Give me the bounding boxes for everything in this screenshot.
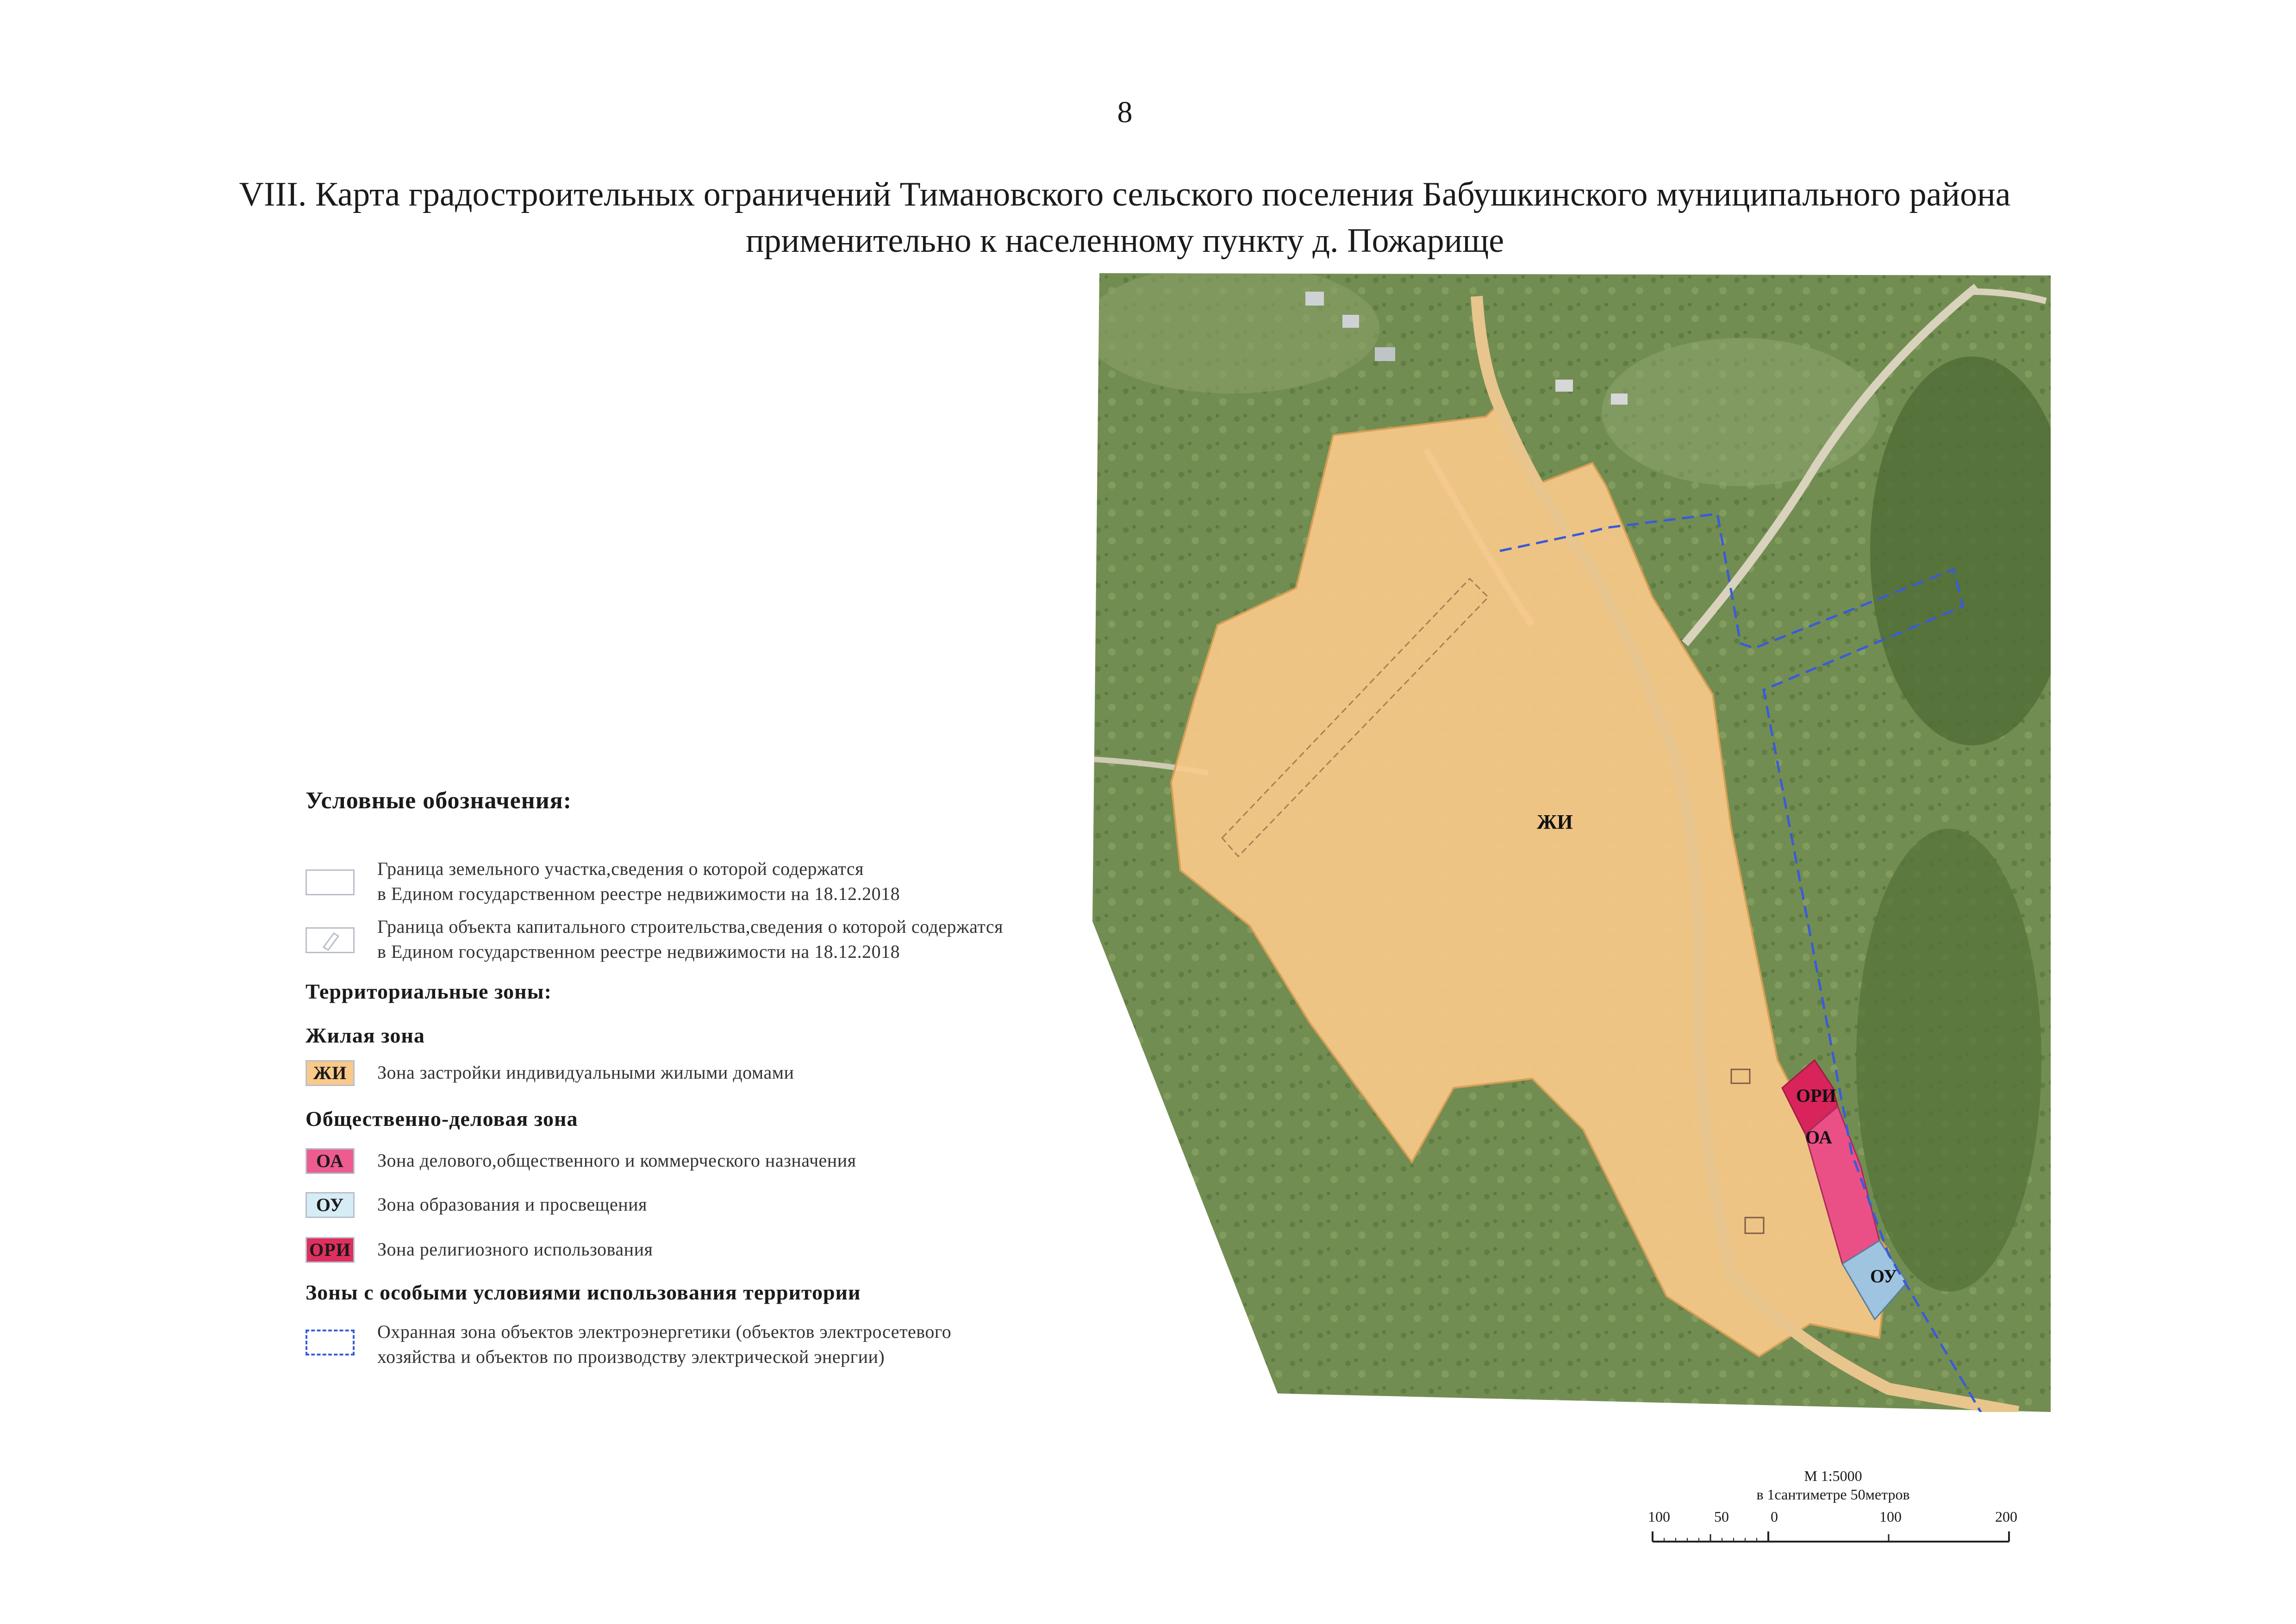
legend-land-plot-line2: в Едином государственном реестре недвижимости на 18.12.2018 xyxy=(377,883,900,904)
legend-power-line1: Охранная зона объектов электроэнергетики (объектов электросетевого xyxy=(377,1321,952,1342)
map-label-ou: ОУ xyxy=(1870,1266,1897,1287)
territorial-zones-heading: Территориальные зоны: xyxy=(306,980,552,1003)
land-plot-swatch xyxy=(306,869,355,895)
ori-swatch: ОРИ xyxy=(306,1237,355,1263)
legend-ou-text: Зона образования и просвещения xyxy=(377,1194,647,1215)
page-title xyxy=(0,171,2250,264)
scale-tick-left-100: 100 xyxy=(1648,1508,1670,1525)
legend-power-line2: хозяйства и объектов по производству электрической энергии) xyxy=(377,1346,885,1367)
scale-ratio: М 1:5000 xyxy=(1804,1468,1862,1484)
scale-tick-left-50: 50 xyxy=(1714,1508,1729,1525)
map-label-oa: ОА xyxy=(1805,1127,1833,1148)
map-label-zhi: ЖИ xyxy=(1537,811,1573,833)
title-line-1: VIII. Карта градостроительных ограничений Тимановского сельского поселения Бабушкинского муниципального района xyxy=(239,175,2011,213)
power-zone-swatch xyxy=(306,1330,355,1355)
legend-oa-text: Зона делового,общественного и коммерческого назначения xyxy=(377,1150,856,1171)
legend-land-plot-line1: Граница земельного участка,сведения о которой содержатся xyxy=(377,858,864,879)
legend-zhi-text: Зона застройки индивидуальными жилыми домами xyxy=(377,1062,794,1083)
ou-swatch: ОУ xyxy=(306,1192,355,1218)
scale-note: в 1сантиметре 50метров xyxy=(1756,1486,1910,1503)
map-label-ori: ОРИ xyxy=(1796,1085,1836,1106)
building-outline-icon xyxy=(307,929,353,952)
legend-heading: Условные обозначения: xyxy=(306,787,572,814)
legend-building-line1: Граница объекта капитального строительства,сведения о которой содержатся xyxy=(377,916,1003,937)
title-line-2: применительно к населенному пункту д. Пожарище xyxy=(745,222,1504,260)
scale-tick-zero: 0 xyxy=(1771,1508,1778,1525)
special-zones-heading: Зоны с особыми условиями использования территории xyxy=(306,1280,861,1304)
legend-building-line2: в Едином государственном реестре недвижимости на 18.12.2018 xyxy=(377,941,900,962)
oa-swatch: ОА xyxy=(306,1148,355,1174)
building-swatch xyxy=(306,927,355,953)
legend-ori-text: Зона религиозного использования xyxy=(377,1239,653,1260)
scale-tick-100: 100 xyxy=(1879,1508,1902,1525)
page-number: 8 xyxy=(1117,95,1133,129)
scale-tick-200: 200 xyxy=(1995,1508,2017,1525)
scale-ruler xyxy=(1648,1528,2018,1546)
urban-planning-map[interactable] xyxy=(1092,273,2051,1412)
zhi-swatch: ЖИ xyxy=(306,1060,355,1086)
residential-zone-heading: Жилая зона xyxy=(306,1024,425,1047)
public-zone-heading: Общественно-деловая зона xyxy=(306,1107,578,1131)
